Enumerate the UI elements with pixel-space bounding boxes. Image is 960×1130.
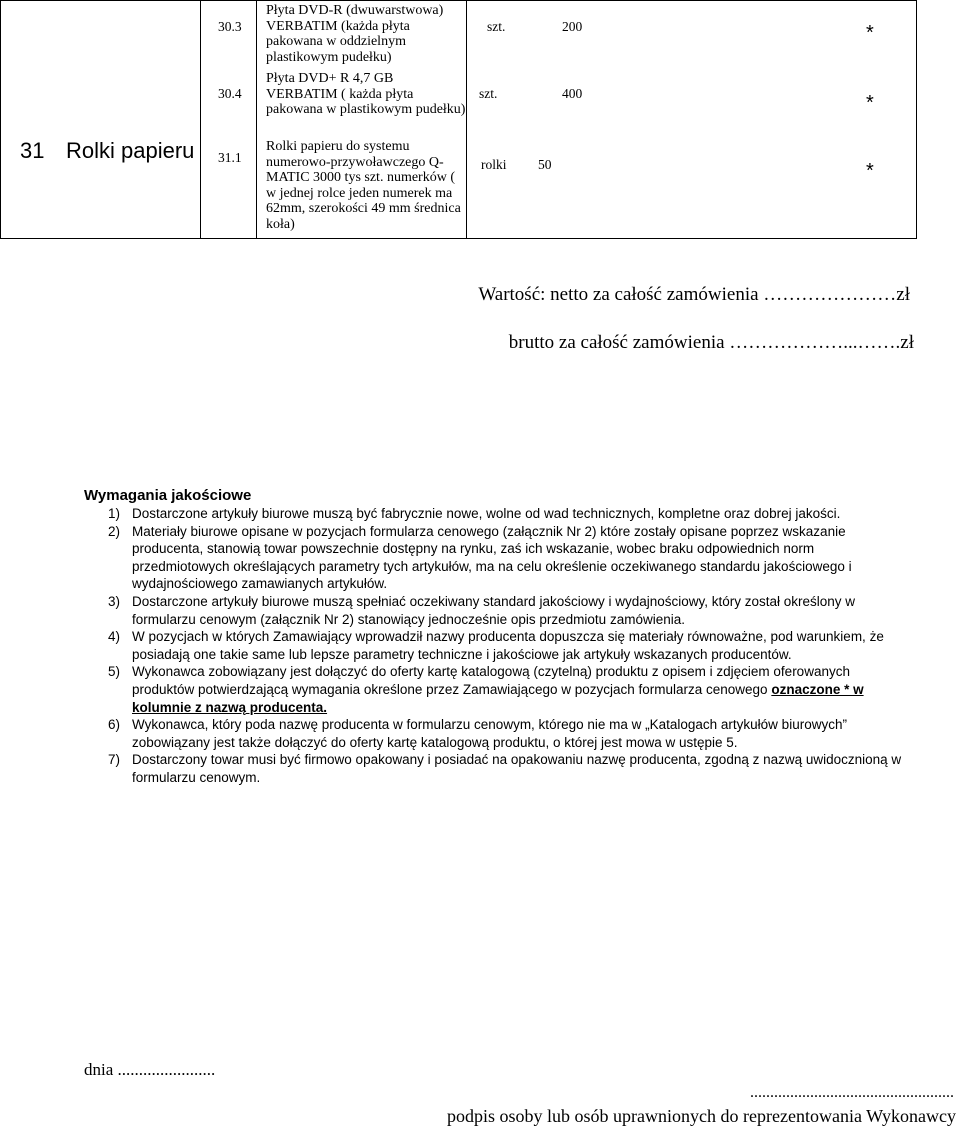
table-border-left xyxy=(0,0,1,239)
requirement-item xyxy=(108,751,908,786)
total-brutto: brutto za całość zamówienia ………………...…….zł xyxy=(508,332,914,353)
requirement-item xyxy=(108,628,908,663)
row-description: Rolki papieru do systemu numerowo-przywoławczego Q-MATIC 3000 tys szt. numerków ( w jednej rolce jeden numerek ma 62mm, szerokości 49 mm średnica koła) xyxy=(266,139,461,232)
requirement-item xyxy=(108,523,908,593)
table-col-divider xyxy=(200,0,201,239)
row-quantity: 400 xyxy=(562,86,583,101)
requirement-number: 7) xyxy=(108,752,121,768)
row-unit: rolki xyxy=(481,157,507,172)
total-netto: Wartość: netto za całość zamówienia …………………zł xyxy=(478,284,910,305)
date-field: dnia ....................... xyxy=(84,1060,216,1079)
requirement-item xyxy=(108,716,908,751)
row-mark: * xyxy=(866,22,874,44)
requirement-text: W pozycjach w których Zamawiający wprowadził nazwy producenta dopuszcza się materiały równoważne, pod warunkiem, że posiadają one takie same lub lepsze parametry techniczne i jakościowe jak artykuły wskazanych producentów. xyxy=(132,629,884,662)
requirement-number: 5) xyxy=(108,664,121,680)
row-index: 30.3 xyxy=(218,19,242,34)
requirement-item xyxy=(108,505,908,523)
requirement-text: Materiały biurowe opisane w pozycjach formularza cenowego (załącznik Nr 2) które zostały opisane poprzez wskazanie producenta, stanowią towar powszechnie dostępny na rynku, zaś ich wskazanie, wobec braku odpowiednich norm przedmiotowych określających parametry tych artykułów, ma na celu określenie oczekiwanego standardu jakościowego i wydajnościowego zamawianych artykułów. xyxy=(132,523,852,592)
requirement-emphasis: oznaczone * w kolumnie z nazwą producenta. xyxy=(132,681,864,715)
row-description: Płyta DVD-R (dwuwarstwowa) VERBATIM (każda płyta pakowana w oddzielnym plastikowym pudełku) xyxy=(266,3,444,65)
table-border-bottom xyxy=(0,238,917,239)
signature-label: podpis osoby lub osób uprawnionych do reprezentowania Wykonawcy xyxy=(447,1106,956,1126)
row-quantity: 50 xyxy=(538,157,552,172)
table-border-top xyxy=(0,0,917,1)
requirement-number: 6) xyxy=(108,717,121,733)
row-unit: szt. xyxy=(487,19,506,34)
requirement-text: Wykonawca, który poda nazwę producenta w formularzu cenowym, którego nie ma w „Katalogach artykułów biurowych” zobowiązany jest także dołączyć do oferty kartę katalogową produktu, o której jest mowa w ustępie 5. xyxy=(132,717,847,750)
requirement-text: Dostarczone artykuły biurowe muszą spełniać oczekiwany standard jakościowy i wydajnościowy, który został określony w formularzu cenowym (załącznik Nr 2) stanowiący jednocześnie opis przedmiotu zamówienia. xyxy=(132,593,856,627)
requirement-number: 1) xyxy=(108,506,121,521)
row-unit: szt. xyxy=(479,86,498,101)
requirement-number: 2) xyxy=(108,523,121,539)
requirements-title: Wymagania jakościowe xyxy=(84,487,252,504)
requirement-number: 4) xyxy=(108,629,121,645)
table-col-divider xyxy=(466,0,467,239)
category-number: 31 xyxy=(20,138,45,163)
signature-dots: ................................................... xyxy=(750,1084,954,1101)
row-quantity: 200 xyxy=(562,19,583,34)
category-name: Rolki papieru xyxy=(66,138,195,163)
requirement-text: Dostarczone artykuły biurowe muszą być fabrycznie nowe, wolne od wad technicznych, kompletne oraz dobrej jakości. xyxy=(132,506,841,521)
requirement-item xyxy=(108,593,908,628)
requirement-number: 3) xyxy=(108,593,121,609)
row-mark: * xyxy=(866,92,874,114)
row-mark: * xyxy=(866,160,874,182)
table-col-divider xyxy=(256,0,257,239)
requirements-list xyxy=(108,505,908,787)
table-border-right xyxy=(916,0,917,239)
requirement-text: Wykonawca zobowiązany jest dołączyć do oferty kartę katalogową (czytelną) produktu z opisem i zdjęciem oferowanych produktów potwierdzającą wymagania określone przez Zamawiającego w pozycjach formularza cenowego xyxy=(132,664,850,697)
requirement-item xyxy=(108,663,908,716)
row-index: 31.1 xyxy=(218,150,242,165)
requirement-text: Dostarczony towar musi być firmowo opakowany i posiadać na opakowaniu nazwę producenta, zgodną z nazwą uwidocznioną w formularzu cenowym. xyxy=(132,752,902,785)
items-table xyxy=(0,0,917,239)
row-description: Płyta DVD+ R 4,7 GB VERBATIM ( każda płyta pakowana w plastikowym pudełku) xyxy=(266,71,466,117)
row-index: 30.4 xyxy=(218,86,242,101)
